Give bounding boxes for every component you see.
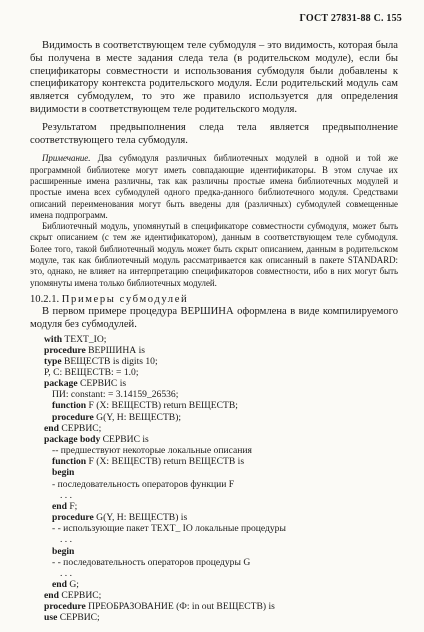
code-line (44, 434, 398, 445)
code-text: ВЕРШИНА is (85, 344, 146, 356)
code-line (44, 501, 398, 512)
code-line (44, 334, 398, 345)
code-text: - - последовательность операторов процедуры G (52, 556, 251, 568)
code-text: СЕРВИС; (58, 422, 102, 434)
code-text: СЕРВИС is (100, 433, 149, 445)
code-keyword: type (44, 355, 62, 367)
code-text: - последовательность операторов функции F (52, 478, 235, 490)
code-line (44, 356, 398, 367)
code-line (44, 523, 398, 534)
code-line (44, 389, 398, 400)
code-line (44, 423, 398, 434)
code-line (44, 456, 398, 467)
code-keyword: function (52, 456, 87, 468)
note-paragraph (30, 153, 398, 221)
code-keyword: end (44, 422, 59, 434)
code-text: -- предшествуют некоторые локальные описания (52, 445, 252, 457)
code-line (44, 546, 398, 557)
code-keyword: begin (52, 545, 75, 557)
code-line (44, 512, 398, 523)
code-keyword: procedure (44, 601, 86, 613)
code-line (44, 445, 398, 456)
code-text: . . . (60, 567, 72, 579)
code-line (44, 568, 398, 579)
code-listing (44, 334, 398, 624)
code-line (44, 467, 398, 478)
code-line (44, 345, 398, 356)
code-text: F; (66, 500, 78, 512)
code-text: G; (66, 578, 79, 590)
code-text: G(Y, H: ВЕЩЕСТВ); (93, 411, 182, 423)
intro-paragraph: В первом примере процедура ВЕРШИНА оформлена в виде компилируемого модуля без субмодулей. (30, 305, 398, 330)
code-text: P, C: ВЕЩЕСТВ: = 1.0; (44, 367, 139, 378)
code-text: ВЕЩЕСТВ is digits 10; (61, 355, 158, 367)
code-line (44, 612, 398, 623)
code-text: СЕРВИС is (77, 378, 127, 390)
code-keyword: procedure (52, 411, 94, 423)
code-line (44, 378, 398, 389)
code-text: TEXT_IO; (62, 333, 107, 345)
code-text: . . . (60, 534, 72, 546)
code-text: F (X: ВЕЩЕСТВ) return ВЕЩЕСТВ is (86, 456, 245, 468)
body-paragraph: Результатом предвыполнения следа тела является предвыполнение соответствующего тела субмодуля. (30, 121, 398, 146)
code-line (44, 579, 398, 590)
code-keyword: procedure (52, 512, 94, 524)
code-text: СЕРВИС; (58, 590, 102, 602)
code-text: ПРЕОБРАЗОВАНИЕ (Ф: in out ВЕЩЕСТВ) is (85, 601, 275, 613)
code-keyword: procedure (44, 344, 86, 356)
code-text: - - использующие пакет TEXT_ IO локальные процедуры (52, 523, 286, 535)
running-header: ГОСТ 27831-88 С. 155 (299, 13, 402, 24)
code-keyword: end (44, 590, 59, 602)
small-paragraph: Библиотечный модуль, упомянутый в спецификаторе совместности субмодуля, может быть скрыт описанием (с тем же идентификатором), данным в соответствующем теле субмодуля. Более того, такой библиотечный модуль может быть скрыт описанием, данным в родительском модуле, так как библиотечный модуль рассматривается как описанный в пакете STANDARD: это, однако, не влияет на интерпретацию спецификаторов совместности, ибо в них могут быть упомянуты имена только библиотечных модулей. (30, 221, 398, 288)
code-line (44, 590, 398, 601)
code-line (44, 534, 398, 545)
body-paragraph: Видимость в соответствующем теле субмодуля – это видимость, которая была бы получена в месте задания следа тела (в родительском модуле), если бы спецификаторы совместности и использования субмодуля были добавлены к спецификатору контекста родительского модуля. Если родительский модуль сам является субмодулем, то это же правило используется для определения видимости в соответствующем теле родительского модуля. (30, 40, 398, 115)
code-line (44, 601, 398, 612)
page-body (30, 40, 398, 624)
code-line (44, 367, 398, 378)
note-text: Два субмодуля различных библиотечных модулей в одной и той же программной библиотеке могут иметь совпадающие идентификаторы. В этом случае их расширенные имена различны, так как различны простые имена библиотечных модулей и простые имена всех субмодулей одного предка-данного библиотечного модуля. Средствами описаний переименования могут быть введены для (различных) субмодулей совмещенные имена подпрограмм. (30, 153, 398, 220)
code-keyword: function (52, 400, 87, 412)
code-keyword: use (44, 612, 58, 624)
code-line (44, 557, 398, 568)
code-text: F (X: ВЕЩЕСТВ) return ВЕЩЕСТВ; (86, 400, 238, 412)
code-text: ПИ: constant: = 3.14159_26536; (52, 389, 179, 401)
section-heading (30, 293, 398, 306)
code-line (44, 490, 398, 501)
section-number: 10.2.1. (30, 293, 60, 305)
section-title: Примеры субмодулей (61, 293, 189, 305)
code-keyword: package body (44, 433, 101, 445)
code-keyword: begin (52, 467, 75, 479)
code-line (44, 400, 398, 411)
code-text: СЕРВИС; (57, 612, 100, 624)
code-text: . . . (60, 489, 72, 501)
code-line (44, 412, 398, 423)
code-keyword: package (44, 378, 78, 390)
code-line (44, 479, 398, 490)
code-text: G(Y, H: ВЕЩЕСТВ) is (93, 512, 188, 524)
code-keyword: end (52, 500, 67, 512)
code-keyword: with (44, 333, 63, 345)
note-label: Примечание. (42, 153, 91, 164)
code-keyword: end (52, 578, 67, 590)
